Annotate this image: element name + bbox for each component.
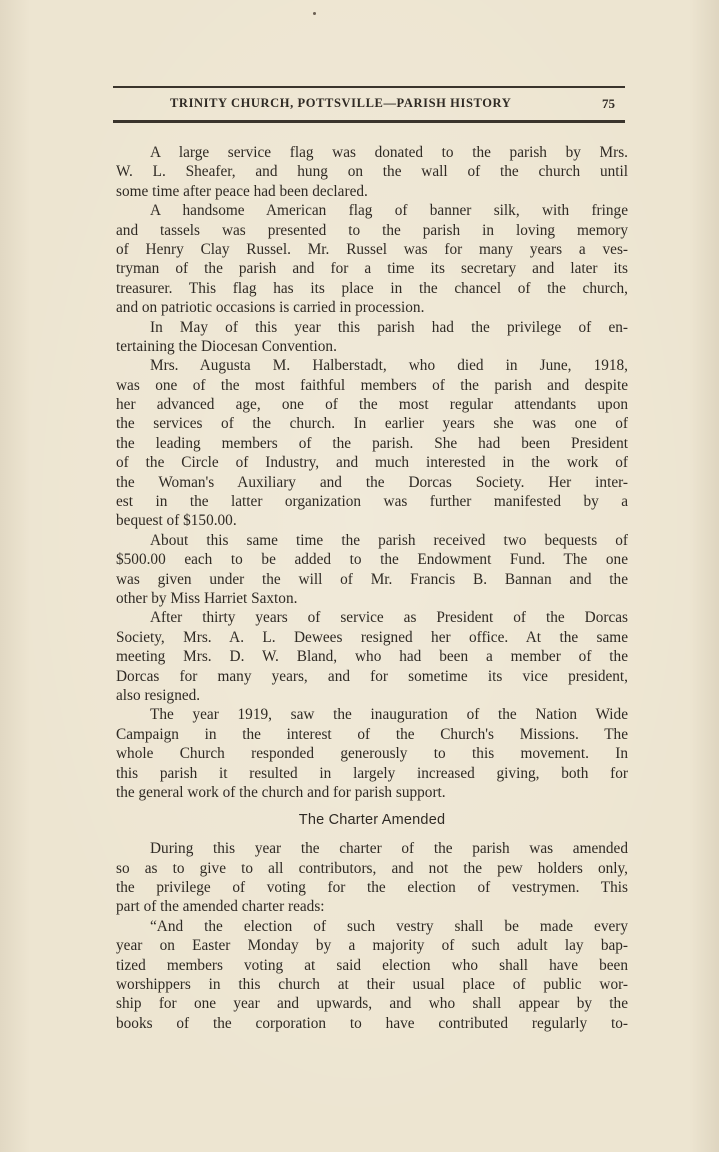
text-line: bequest of $150.00. (116, 512, 237, 530)
text-line: In May of this year this parish had the privilege of en- (150, 318, 628, 336)
text-line: other by Miss Harriet Saxton. (116, 589, 298, 607)
text-line: the leading members of the parish. She had been President (116, 434, 628, 452)
text-line: W. L. Sheafer, and hung on the wall of the church until (116, 163, 628, 181)
text-line: A handsome American flag of banner silk, with fringe (150, 202, 628, 220)
text-line: and on patriotic occasions is carried in procession. (116, 299, 425, 317)
section-heading: The Charter Amended (298, 812, 446, 829)
text-line: The year 1919, saw the inauguration of the Nation Wide (150, 706, 628, 724)
text-line: Dorcas for many years, and for sometime its vice president, (116, 667, 628, 685)
text-line: $500.00 each to be added to the Endowment Fund. The one (116, 551, 628, 569)
text-line: was given under the will of Mr. Francis B. Bannan and the (116, 570, 628, 588)
text-line: of the Circle of Industry, and much interested in the work of (116, 454, 628, 472)
text-line: About this same time the parish received two bequests of (150, 531, 628, 549)
text-line: Campaign in the interest of the Church's Missions. The (116, 725, 628, 743)
text-line: some time after peace had been declared. (116, 182, 368, 200)
header-rule-top (113, 86, 625, 88)
text-line: the services of the church. In earlier years she was one of (116, 415, 628, 433)
body-text (116, 143, 628, 1033)
running-title: TRINITY CHURCH, POTTSVILLE—PARISH HISTORY (170, 96, 512, 110)
text-line: so as to give to all contributors, and not the pew holders only, (116, 859, 628, 877)
text-line: “And the election of such vestry shall be made every (150, 917, 628, 935)
page-number: 75 (602, 96, 615, 111)
text-line: part of the amended charter reads: (116, 898, 325, 916)
text-line: ship for one year and upwards, and who shall appear by the (116, 995, 628, 1013)
text-line: this parish it resulted in largely increased giving, both for (116, 764, 628, 782)
text-line: the privilege of voting for the election of vestrymen. This (116, 879, 628, 897)
text-line: her advanced age, one of the most regular attendants upon (116, 396, 628, 414)
text-line: worshippers in this church at their usual place of public wor- (116, 976, 628, 994)
text-line: the Woman's Auxiliary and the Dorcas Society. Her inter- (116, 473, 628, 491)
text-line: of Henry Clay Russel. Mr. Russel was for many years a ves- (116, 240, 628, 258)
header-rule-bottom (113, 120, 625, 123)
text-line: also resigned. (116, 686, 201, 704)
text-line: During this year the charter of the parish was amended (150, 840, 628, 858)
text-line: treasurer. This flag has its place in the chancel of the church, (116, 279, 628, 297)
text-line: A large service flag was donated to the parish by Mrs. (150, 144, 628, 161)
text-line: year on Easter Monday by a majority of such adult lay bap- (116, 937, 628, 955)
ink-speck (313, 12, 316, 15)
text-line: tized members voting at said election who shall have been (116, 956, 628, 974)
text-line: was one of the most faithful members of the parish and despite (116, 376, 628, 394)
text-line: Mrs. Augusta M. Halberstadt, who died in June, 1918, (150, 357, 628, 375)
text-line: est in the latter organization was further manifested by a (116, 493, 628, 511)
text-line: Society, Mrs. A. L. Dewees resigned her office. At the same (116, 628, 628, 646)
text-line: meeting Mrs. D. W. Bland, who had been a member of the (116, 648, 628, 666)
text-line: and tassels was presented to the parish in loving memory (116, 221, 628, 239)
text-line: tryman of the parish and for a time its secretary and later its (116, 260, 628, 278)
text-line: whole Church responded generously to this movement. In (116, 745, 628, 763)
text-line: the general work of the church and for parish support. (116, 783, 446, 801)
text-line: After thirty years of service as President of the Dorcas (150, 609, 628, 627)
text-line: tertaining the Diocesan Convention. (116, 337, 337, 355)
text-line: books of the corporation to have contributed regularly to- (116, 1014, 628, 1032)
